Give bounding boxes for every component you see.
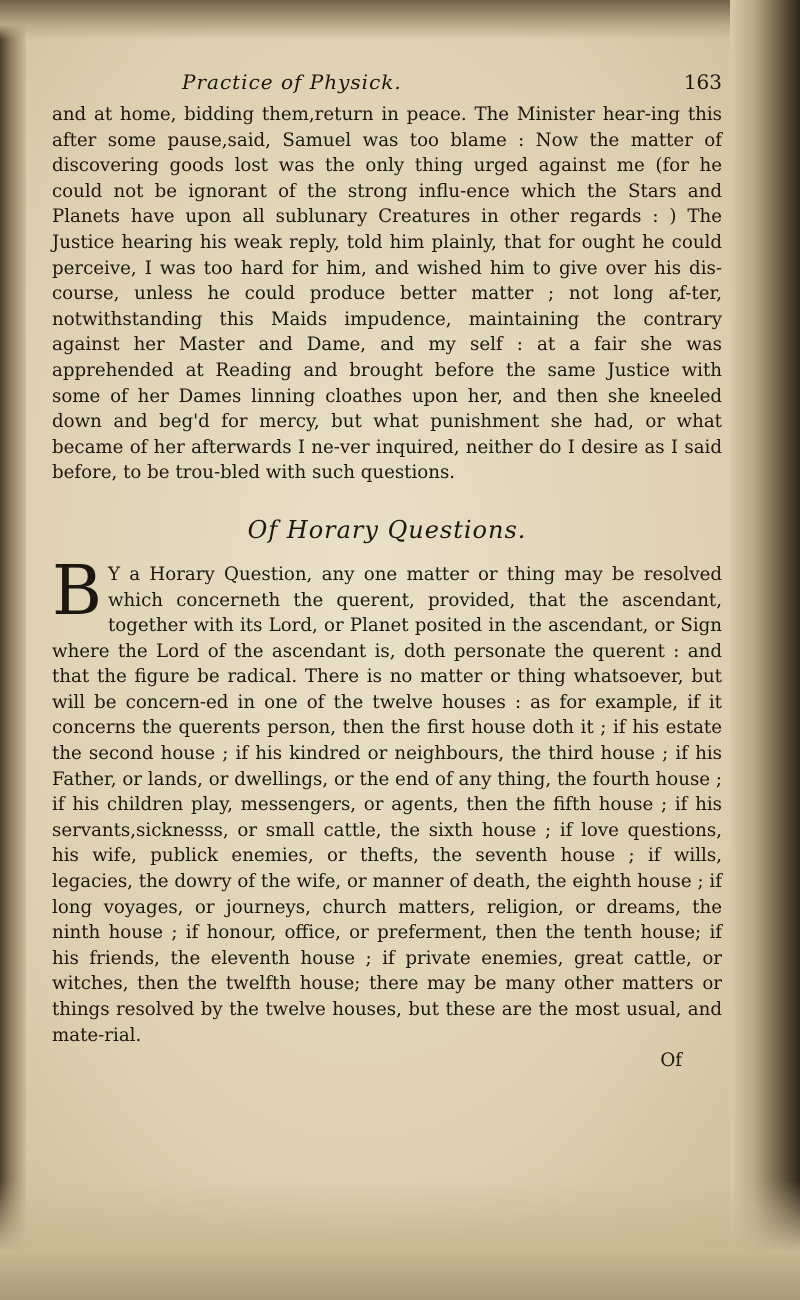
drop-capital: B (52, 551, 102, 631)
running-head-title: Practice of Physick. (182, 70, 402, 94)
page-gutter-shadow (0, 0, 26, 1300)
catchword: Of (660, 1050, 682, 1072)
page-right-edge (730, 0, 800, 1300)
page-top-edge (0, 0, 800, 40)
paragraph-2 (52, 551, 722, 1048)
page-bottom-edge (0, 1180, 800, 1300)
running-head (52, 70, 722, 102)
paragraph-2-text: Y a Horary Question, any one matter or thing may be resolved which concerneth the querent, provided, that the ascendant, together with its Lord, or Planet posited in the ascendant, or Sign where the Lord of the ascendant is, doth personate the querent : and that the figure be radical. There is no matter or thing whatsoever, but will be concern-ed in one of the twelve houses : as for example, if it concerns the querents person, then the first house doth it ; if his estate the second house ; if his kindred or neighbours, the third house ; if his Father, or lands, or dwellings, or the end of any thing, the fourth house ; if his children play, messengers, or agents, then the fifth house ; if his servants,sicknesss, or small cattle, the sixth house ; if love questions, his wife, publick enemies, or thefts, the seventh house ; if wills, legacies, the dowry of the wife, or manner of death, the eighth house ; if long voyages, or journeys, church matters, religion, or dreams, the ninth house ; if honour, office, or preferment, then the tenth house; if his friends, the eleventh house ; if private enemies, great cattle, or witches, then the twelfth house; there may be many other matters or things resolved by the twelve houses, but these are the most usual, and mate-rial. (52, 563, 722, 1046)
text-block (52, 70, 722, 1071)
page-number: 163 (683, 70, 722, 94)
paragraph-1: and at home, bidding them,return in peace. The Minister hear-ing this after some pause,said, Samuel was too blame : Now the matter of discovering goods lost was the only thing urged against me (for he could not be ignorant of the strong influ-ence which the Stars and Planets have upon all sublunary Creatures in other regards : ) The Justice hearing his weak reply, told him plainly, that for ought he could perceive, I was too hard for him, and wished him to give over his dis-course, unless he could produce better matter ; not long af-ter, notwithstanding this Maids impudence, maintaining the contrary against her Master and Dame, and my self : at a fair she was apprehended at Reading and brought before the same Justice with some of her Dames linning cloathes upon her, and then she kneeled down and beg'd for mercy, but what punishment she had, or what became of her afterwards I ne-ver inquired, neither do I desire as I said before, to be trou-bled with such questions. (52, 104, 722, 484)
section-heading: Of Horary Questions. (247, 515, 527, 544)
